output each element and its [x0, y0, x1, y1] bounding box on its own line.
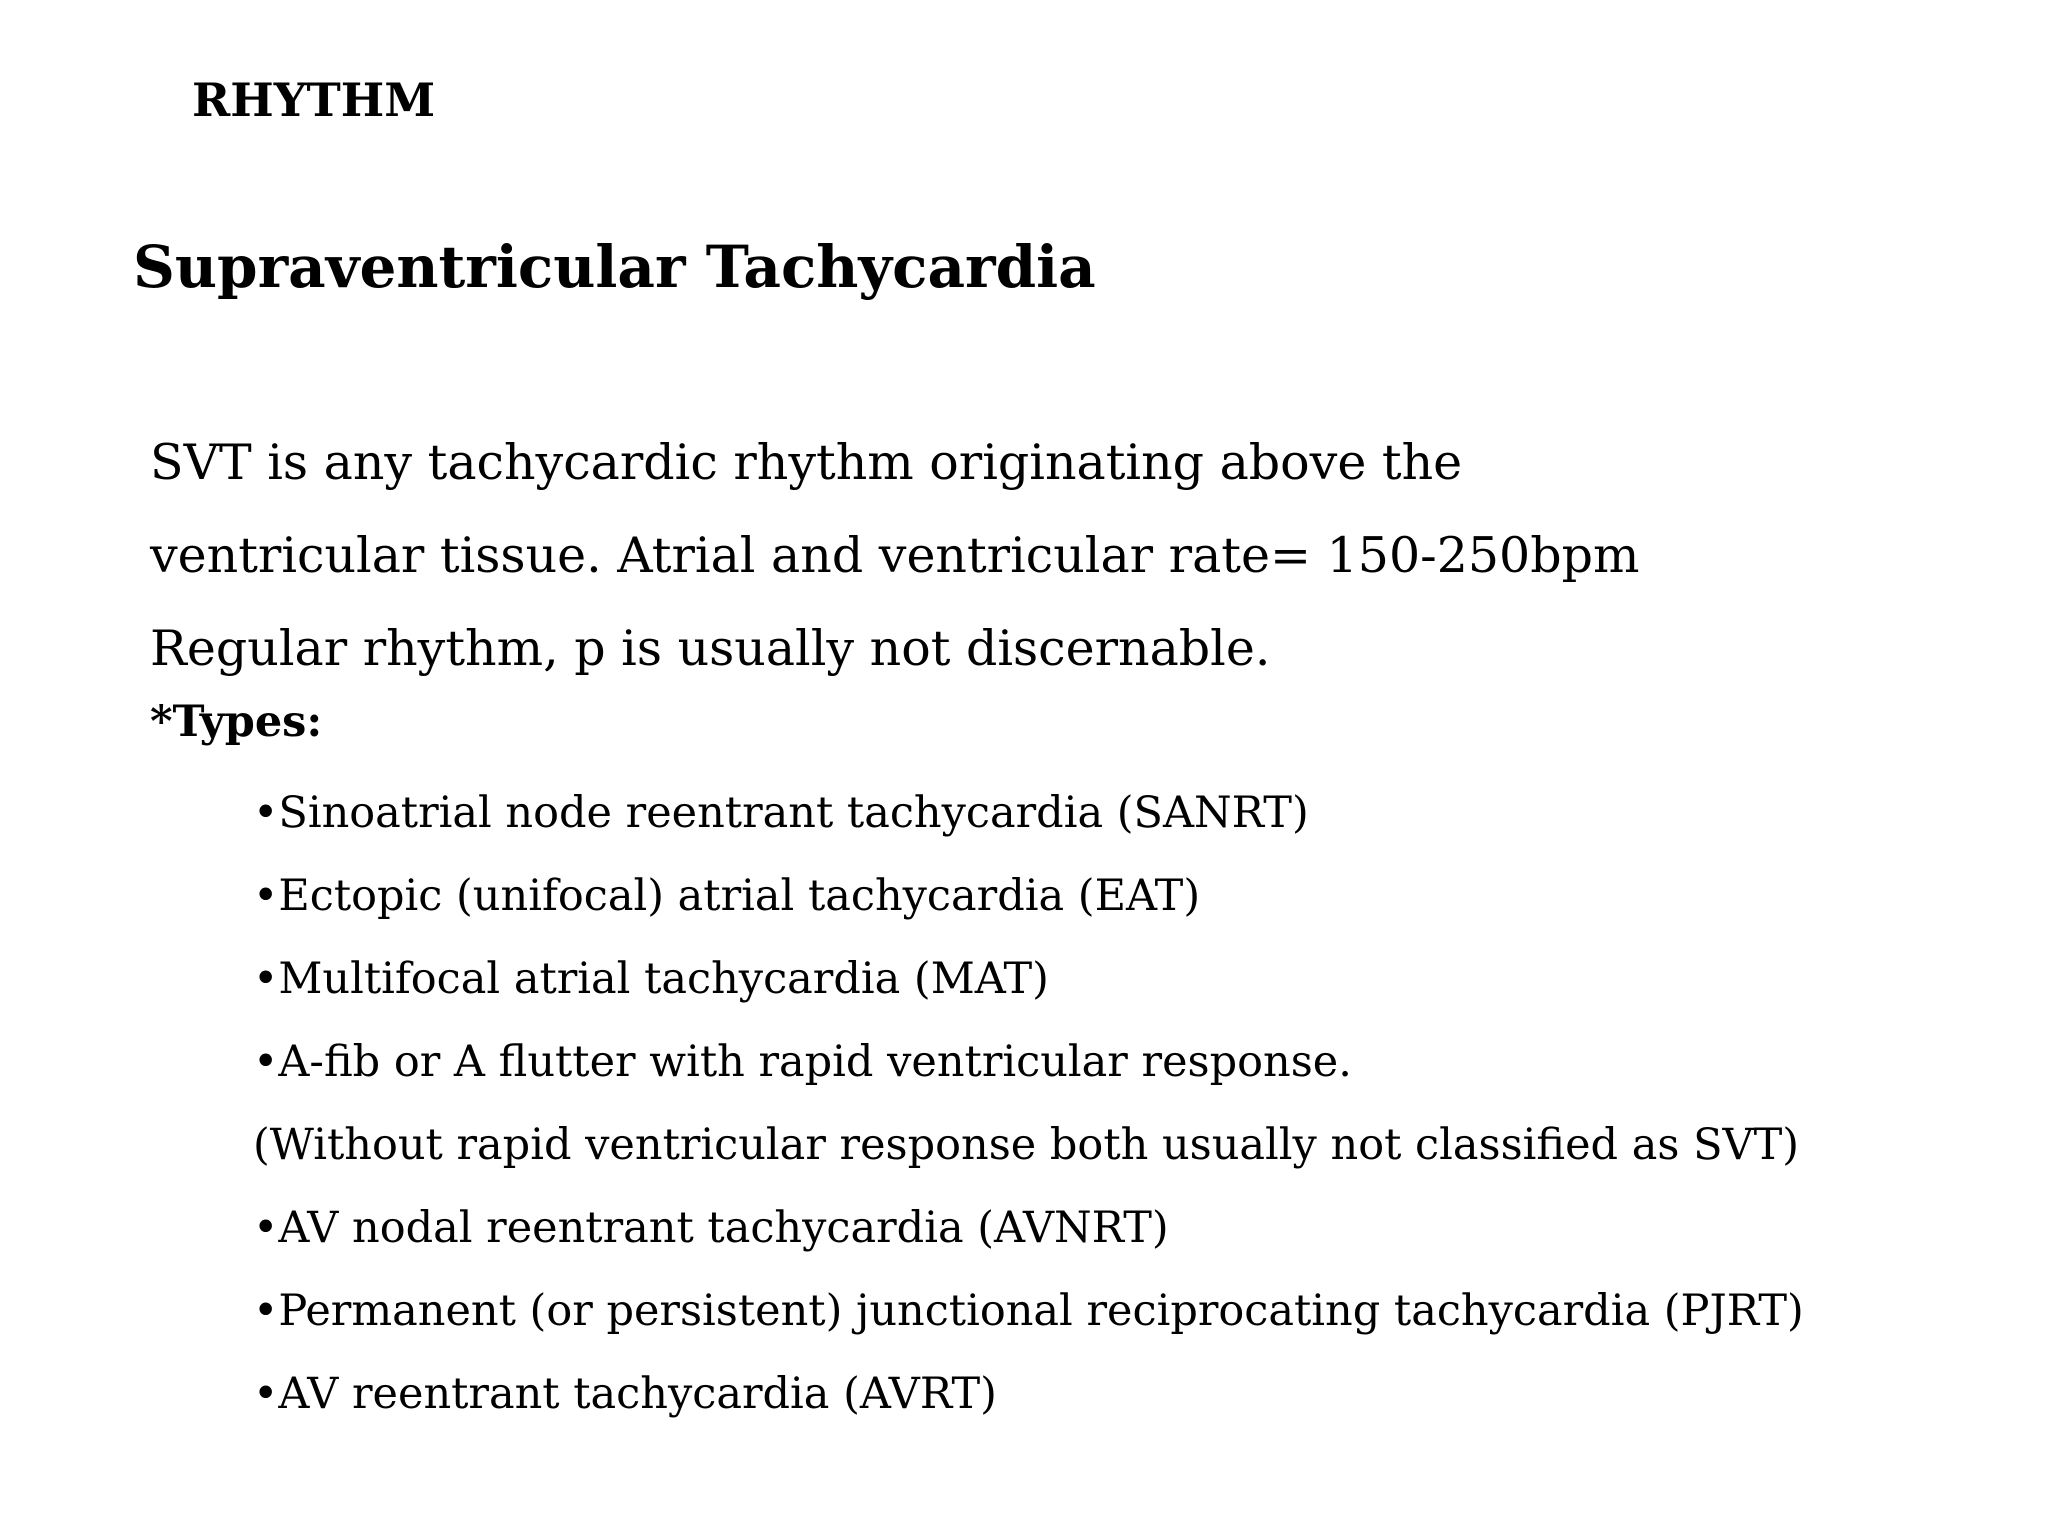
- intro-line: Regular rhythm, p is usually not discernable.: [150, 620, 1271, 677]
- types-list-item: •Permanent (or persistent) junctional reciprocating tachycardia (PJRT): [253, 1286, 1804, 1336]
- intro-line: ventricular tissue. Atrial and ventricular rate= 150-250bpm: [150, 527, 1640, 584]
- intro-paragraph: [150, 416, 1950, 695]
- types-list-item: •Ectopic (unifocal) atrial tachycardia (EAT): [253, 871, 1201, 921]
- types-list-item: •Sinoatrial node reentrant tachycardia (SANRT): [253, 788, 1309, 838]
- types-heading: *Types:: [150, 697, 323, 747]
- types-list-note: (Without rapid ventricular response both usually not classified as SVT): [253, 1120, 1800, 1170]
- section-label: RHYTHM: [192, 73, 436, 127]
- intro-line: SVT is any tachycardic rhythm originating above the: [150, 434, 1463, 491]
- slide-title: Supraventricular Tachycardia: [133, 233, 1096, 301]
- types-list-item: •AV reentrant tachycardia (AVRT): [253, 1369, 997, 1419]
- types-list-item: •A-fib or A flutter with rapid ventricular response.: [253, 1037, 1352, 1087]
- types-list-item: •Multifocal atrial tachycardia (MAT): [253, 954, 1049, 1004]
- types-list-item: •AV nodal reentrant tachycardia (AVNRT): [253, 1203, 1169, 1253]
- types-list: [253, 772, 1804, 1436]
